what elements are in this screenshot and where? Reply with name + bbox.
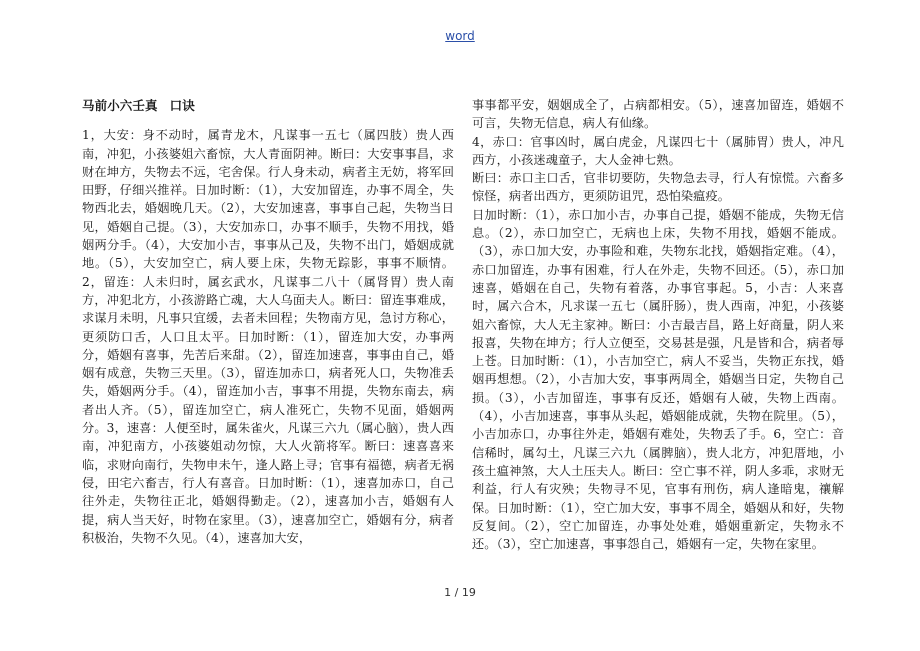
- right-paragraph-4: 日加时断：（1），赤口加小吉，办事自己提，婚姻不能成，失物无信息。（2），赤口加空亡，无病也上床，失物不用找，婚姻不能成。（3），赤口加大安，办事险和难，失物东北找，婚姻指定难。（4），赤口加留连，办事有困难，行人在外走，失物不回还。（5），赤口加速喜，婚姻在自己，失物有着落，办事官事起。5，小吉：人来喜时，属六合木，凡求谋一五七（属肝肠），贵人西南，冲犯，小孩婆姐六畜惊，大人无主家神。断曰：小吉最吉昌，路上好商量，阴人来报喜，失物在坤方；行人立便至，交易甚是强，凡是皆和合，病者辱上苍。日加时断：（1），小吉加空亡，病人不妥当，失物正东找，婚姻再想想。（2），小吉加大安，事事两周全，婚姻当日定，失物自己损。（3），小吉加留连，事事有反还，婚姻有人破，失物上西南。（4），小吉加速喜，事事从头起，婚姻能成就，失物在院里。（5），小吉加赤口，办事往外走，婚姻有难处，失物丢了手。6，空亡：音信稀时，属勾土，凡谋三六九（属脾脑），贵人北方，冲犯厝地，小孩土瘟神煞，大人土压夫人。断曰：空亡事不祥，阴人多乖，求财无利益，行人有灾殃；失物寻不见，官事有刑伤，病人逢暗鬼，禳解保。日加时断：（1），空亡加大安，事事不周全，婚姻从和好，失物反复间。（2），空亡加留连，办事处处难，婚姻重新定，失物永不还。（3），空亡加速喜，事事怨自己，婚姻有一定，失物在家里。: [472, 207, 844, 552]
- right-paragraph-1: 事事都平安，姻姻成全了，占病都相安。（5），速喜加留连，婚姻不可言，失物无信息，病人有仙缘。: [472, 98, 844, 131]
- right-column: [472, 96, 844, 553]
- title-sub: 口诀: [169, 98, 195, 113]
- right-paragraph-2: 4，赤口：官事凶时，属白虎金，凡谋四七十（属肺胃）贵人，冲凡西方，小孩迷魂童子，大人金神七熟。: [472, 134, 844, 167]
- left-column: [82, 97, 454, 547]
- left-paragraph: 1，大安：身不动时，属青龙木，凡谋事一五七（属四肢）贵人西南，冲犯，小孩婆姐六畜惊，大人青面阴神。断曰：大安事事昌，求财在坤方，失物去不远，宅舍保。行人身未动，病者主无妨，将军回田野，仔细兴推祥。日加时断：（1），大安加留连，办事不周全，失物西北去，婚姻晚几天。（2），大安加速喜，事事自己起，失物当日见，婚姻自己提。（3），大安加赤口，办事不顺手，失物不用找，婚姻两分手。（4），大安加小吉，事事从己及，失物不出门，婚姻成就地。（5），大安加空亡，病人要上床，失物无踪影，事事不顺情。2，留连：人未归时，属玄武水，凡谋事二八十（属肾胃）贵人南方，冲犯北方，小孩游路亡魂，大人乌面夫人。断曰：留连事难成，求谋月未明，凡事只宜缓，去者未回程；失物南方见，急讨方称心，更须防口舌，人口且太平。日加时断：（1），留连加大安，办事两分，婚姻有喜事，先苦后来甜。（2），留连加速喜，事事由自己，婚姻有成意，失物三天里。（3），留连加赤口，病者死人口，失物准丢失，婚姻两分手。（4），留连加小吉，事事不用提，失物东南去，病者出人齐。（5），留连加空亡，病人准死亡，失物不见面，婚姻两分。3，速喜：人便至时，属朱雀火，凡谋三六九（属心脑），贵人西南，冲犯南方，小孩婆姐动勿惊，大人火箭将军。断曰：速喜喜来临，求财向南行，失物申未午，逢人路上寻；官事有福德，病者无祸侵，田宅六畜吉，行人有喜音。日加时断：（1），速喜加赤口，自己往外走，失物往正北，婚姻得勤走。（2），速喜加小吉，婚姻有人提，病人当天好，时物在家里。（3），速喜加空亡，婚姻有分，病者积极治，失物不久见。（4），速喜加大安，: [82, 128, 454, 545]
- header-word-link[interactable]: word: [445, 29, 475, 43]
- title-main: 马前小六壬真: [82, 98, 158, 113]
- page-number: 1 / 19: [444, 586, 476, 599]
- right-paragraph-3: 断曰：赤口主口舌，官非切要防，失物急去寻，行人有惊慌。六畜多惊怪，病者出西方，更须防诅咒，恐怕染瘟疫。: [472, 171, 844, 204]
- document-title: [82, 97, 454, 115]
